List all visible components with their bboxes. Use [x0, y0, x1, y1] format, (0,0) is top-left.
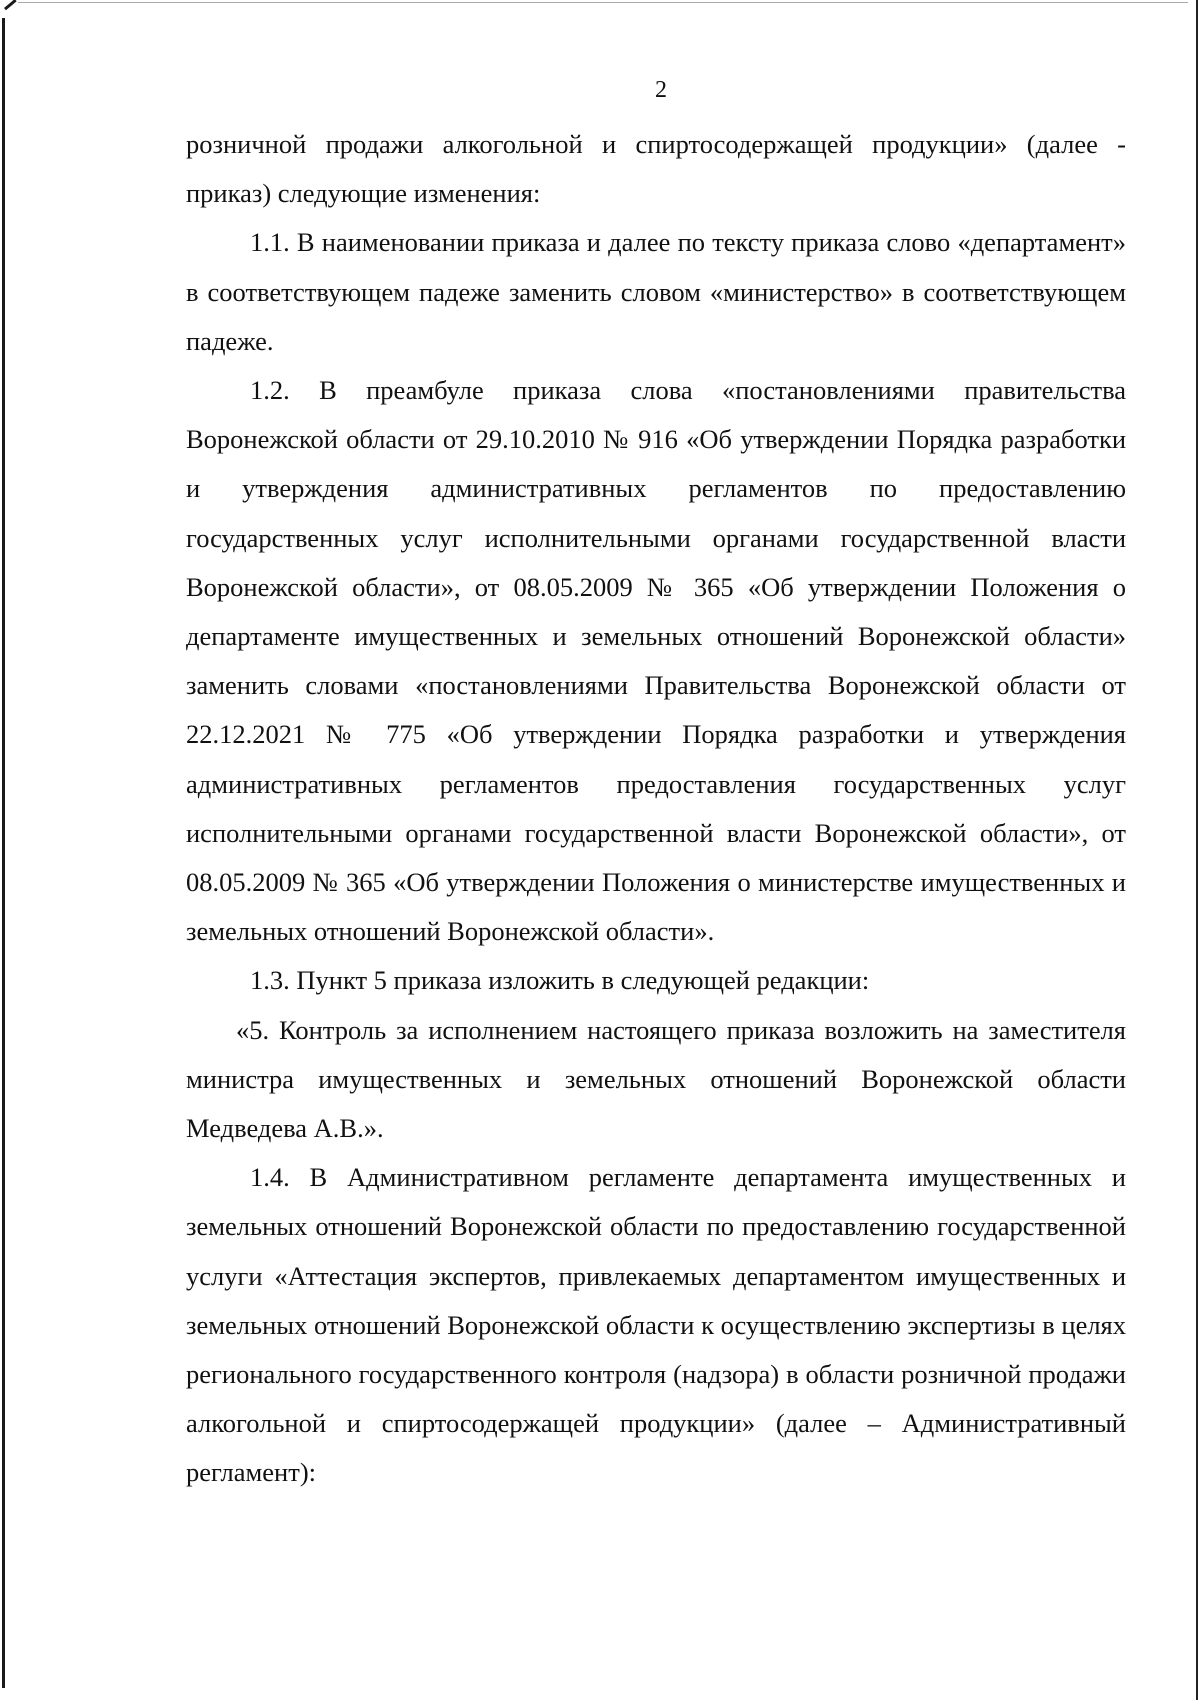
scan-edge-left [2, 18, 5, 1688]
scan-corner-mark [4, 0, 17, 10]
paragraph-continuation: розничной продажи алкогольной и спиртосодержащей продукции» (далее - приказ) следующие изменения: [186, 129, 1126, 209]
paragraph-1-1: 1.1. В наименовании приказа и далее по тексту приказа слово «департамент» в соответствующем падеже заменить словом «министерство» в соответствующем падеже. [186, 227, 1126, 356]
paragraph-1-4: 1.4. В Административном регламенте департамента имущественных и земельных отношений Воронежской области по предоставлению государственной услуги «Аттестация экспертов, привлекаемых департаментом имущественных и земельных отношений Воронежской области к осуществлению экспертизы в целях регионального государственного контроля (надзора) в области розничной продажи алкогольной и спиртосодержащей продукции» (далее – Административный регламент): [186, 1162, 1126, 1488]
document-page [186, 60, 1126, 1498]
page-number: 2 [655, 77, 667, 103]
scan-edge-top [18, 2, 1188, 3]
paragraph-1-2: 1.2. В преамбуле приказа слова «постановлениями правительства Воронежской области от 29.10.2010 № 916 «Об утверждении Порядка разработки и утверждения административных регламентов по предоставлению государственных услуг исполнительными органами государственной власти Воронежской области», от 08.05.2009 № 365 «Об утверждении Положения о департаменте имущественных и земельных отношений Воронежской области» заменить словами «постановлениями Правительства Воронежской области от 22.12.2021 № 775 «Об утверждении Порядка разработки и утверждения административных регламентов предоставления государственных услуг исполнительными органами государственной власти Воронежской области», от 08.05.2009 № 365 «Об утверждении Положения о министерстве имущественных и земельных отношений Воронежской области». [186, 375, 1126, 947]
scan-edge-right [1196, 0, 1198, 1700]
paragraph-quote-5: «5. Контроль за исполнением настоящего приказа возложить на заместителя министра имущественных и земельных отношений Воронежской области Медведева А.В.». [186, 1014, 1126, 1144]
paragraph-1-3: 1.3. Пункт 5 приказа изложить в следующей редакции: [250, 965, 870, 996]
